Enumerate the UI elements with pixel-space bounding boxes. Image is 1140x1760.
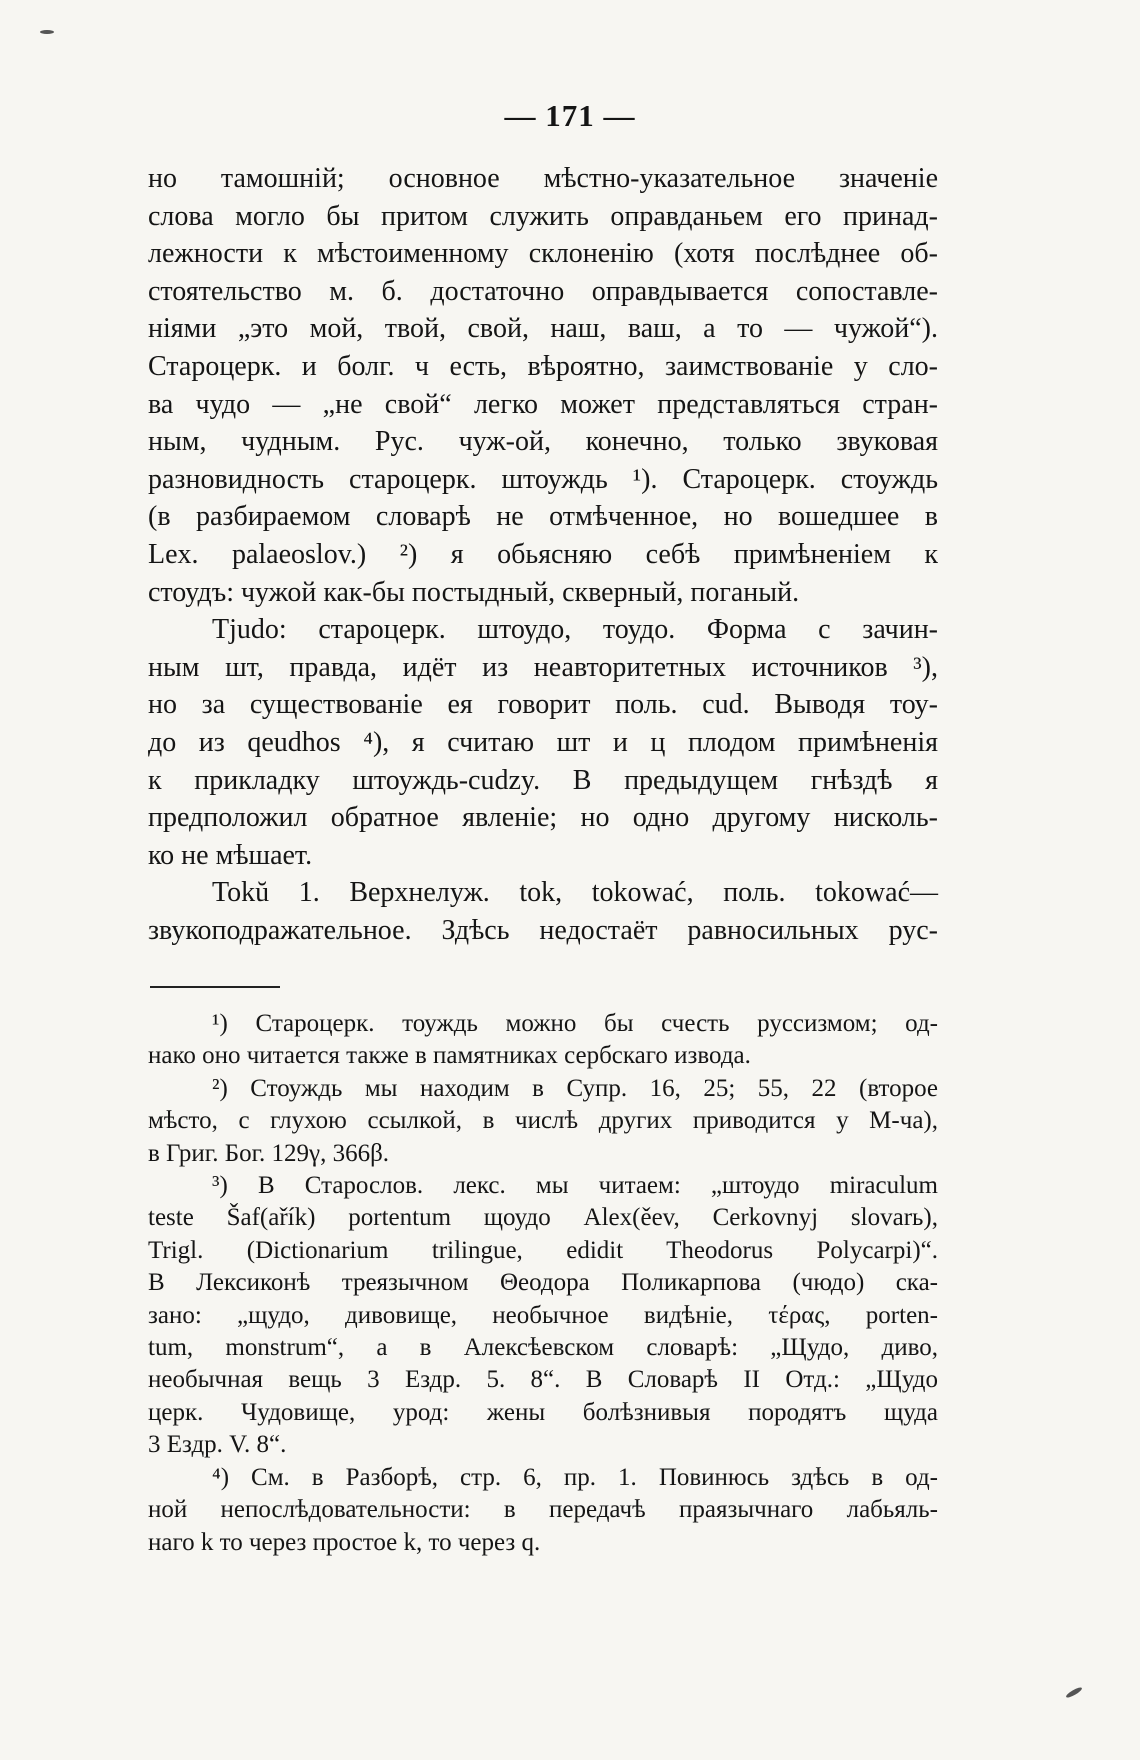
footnote-line: в Григ. Бог. 129γ, 366β.: [148, 1139, 390, 1167]
body-line: ніями „это мой, твой, свой, наш, ваш, а то — чужой“).: [148, 313, 938, 345]
body-line: Староцерк. и болг. ч есть, вѣроятно, заимствованіе у сло-: [148, 350, 938, 382]
body-line: стоятельство м. б. достаточно оправдывается сопоставле-: [148, 275, 938, 307]
footnote-line: церк. Чудовище, урод: жены болѣзнивыя породятъ щуда: [148, 1398, 938, 1426]
footnote-line: нако оно читается также в памятниках сербскаго извода.: [148, 1042, 751, 1070]
footnote-line: teste Šaf(ařík) portentum щоудо Alex(ěev, Cerkovnyj slovarь),: [148, 1204, 938, 1232]
body-line: ным, чудным. Рус. чуж-ой, конечно, только звуковая: [148, 426, 938, 458]
body-line: стоудъ: чужой как-бы постыдный, скверный, поганый.: [148, 576, 800, 608]
body-line: до из qeudhos ⁴), я считаю шт и ц плодом примѣненія: [148, 726, 938, 758]
footnote-line: мѣсто, с глухою ссылкой, в числѣ других приводится у М-ча),: [148, 1107, 938, 1135]
footnote-line: 3 Ездр. V. 8“.: [148, 1431, 287, 1459]
body-line: лежности к мѣстоименному склоненію (хотя послѣднее об-: [148, 238, 938, 270]
print-speck: [40, 30, 54, 34]
body-line: Lex. palaeoslov.) ²) я обьясняю себѣ примѣненіем к: [148, 538, 938, 570]
main-text: [148, 160, 938, 949]
footnote-line: наго k то через простое k, то через q.: [148, 1528, 541, 1556]
body-line: ным шт, правда, идёт из неавторитетных источников ³),: [148, 651, 938, 683]
footnote-line: В Лексиконѣ треязычном Θеодора Поликарпова (чюдо) ска-: [148, 1269, 938, 1297]
body-line: (в разбираемом словарѣ не отмѣченное, но вошедшее в: [148, 501, 938, 533]
body-line: слова могло бы притом служить оправданьем его принад-: [148, 200, 938, 232]
footnote-divider: [150, 986, 280, 988]
body-line: Tokŭ 1. Верхнелуж. tok, tokować, поль. tokować—: [212, 877, 938, 909]
footnote-line: необычная вещь 3 Ездр. 5. 8“. В Словарѣ II Отд.: „Щудо: [148, 1366, 938, 1394]
footnote-line: tum, monstrum“, а в Алексѣевском словарѣ: „Щудо, диво,: [148, 1334, 938, 1362]
footnote-line: зано: „щудо, дивовище, необычное видѣніе, τέρας, porten-: [148, 1301, 938, 1329]
body-line: разновидность староцерк. штоуждь ¹). Староцерк. стоуждь: [148, 463, 938, 495]
footnote-line: Trigl. (Dictionarium trilingue, edidit Theodorus Polycarpi)“.: [148, 1236, 938, 1264]
body-line: но за существованіе ея говорит поль. cud. Выводя тоу-: [148, 689, 938, 721]
body-line: звукоподражательное. Здѣсь недостаёт равносильных рус-: [148, 914, 938, 946]
footnote-line: ²) Стоуждь мы находим в Супр. 16, 25; 55, 22 (второе: [212, 1074, 938, 1102]
footnote-line: ³) В Старослов. лекс. мы читаем: „штоудо miraculum: [212, 1172, 938, 1200]
body-line: но тамошній; основное мѣстно-указательное значеніе: [148, 163, 938, 194]
footnotes: [148, 1008, 938, 1559]
body-line: к прикладку штоуждь-cudzy. В предыдущем гнѣздѣ я: [148, 764, 938, 796]
footnote-line: ной непослѣдовательности: в передачѣ праязычнаго лабьяль-: [148, 1496, 938, 1524]
body-line: Tjudo: староцерк. штоудо, тоудо. Форма с зачин-: [212, 614, 938, 646]
print-speck: [1065, 1686, 1083, 1699]
body-line: предположил обратное явленіе; но одно другому нисколь-: [148, 802, 938, 834]
footnote-line: ⁴) См. в Разборѣ, стр. 6, пр. 1. Повинюсь здѣсь в од-: [212, 1463, 938, 1491]
body-line: ва чудо — „не свой“ легко может представляться стран-: [148, 388, 938, 420]
page-number: — 171 —: [504, 98, 636, 133]
body-line: ко не мѣшает.: [148, 839, 313, 871]
footnote-line: ¹) Староцерк. тоуждь можно бы счесть руссизмом; од-: [212, 1010, 938, 1037]
